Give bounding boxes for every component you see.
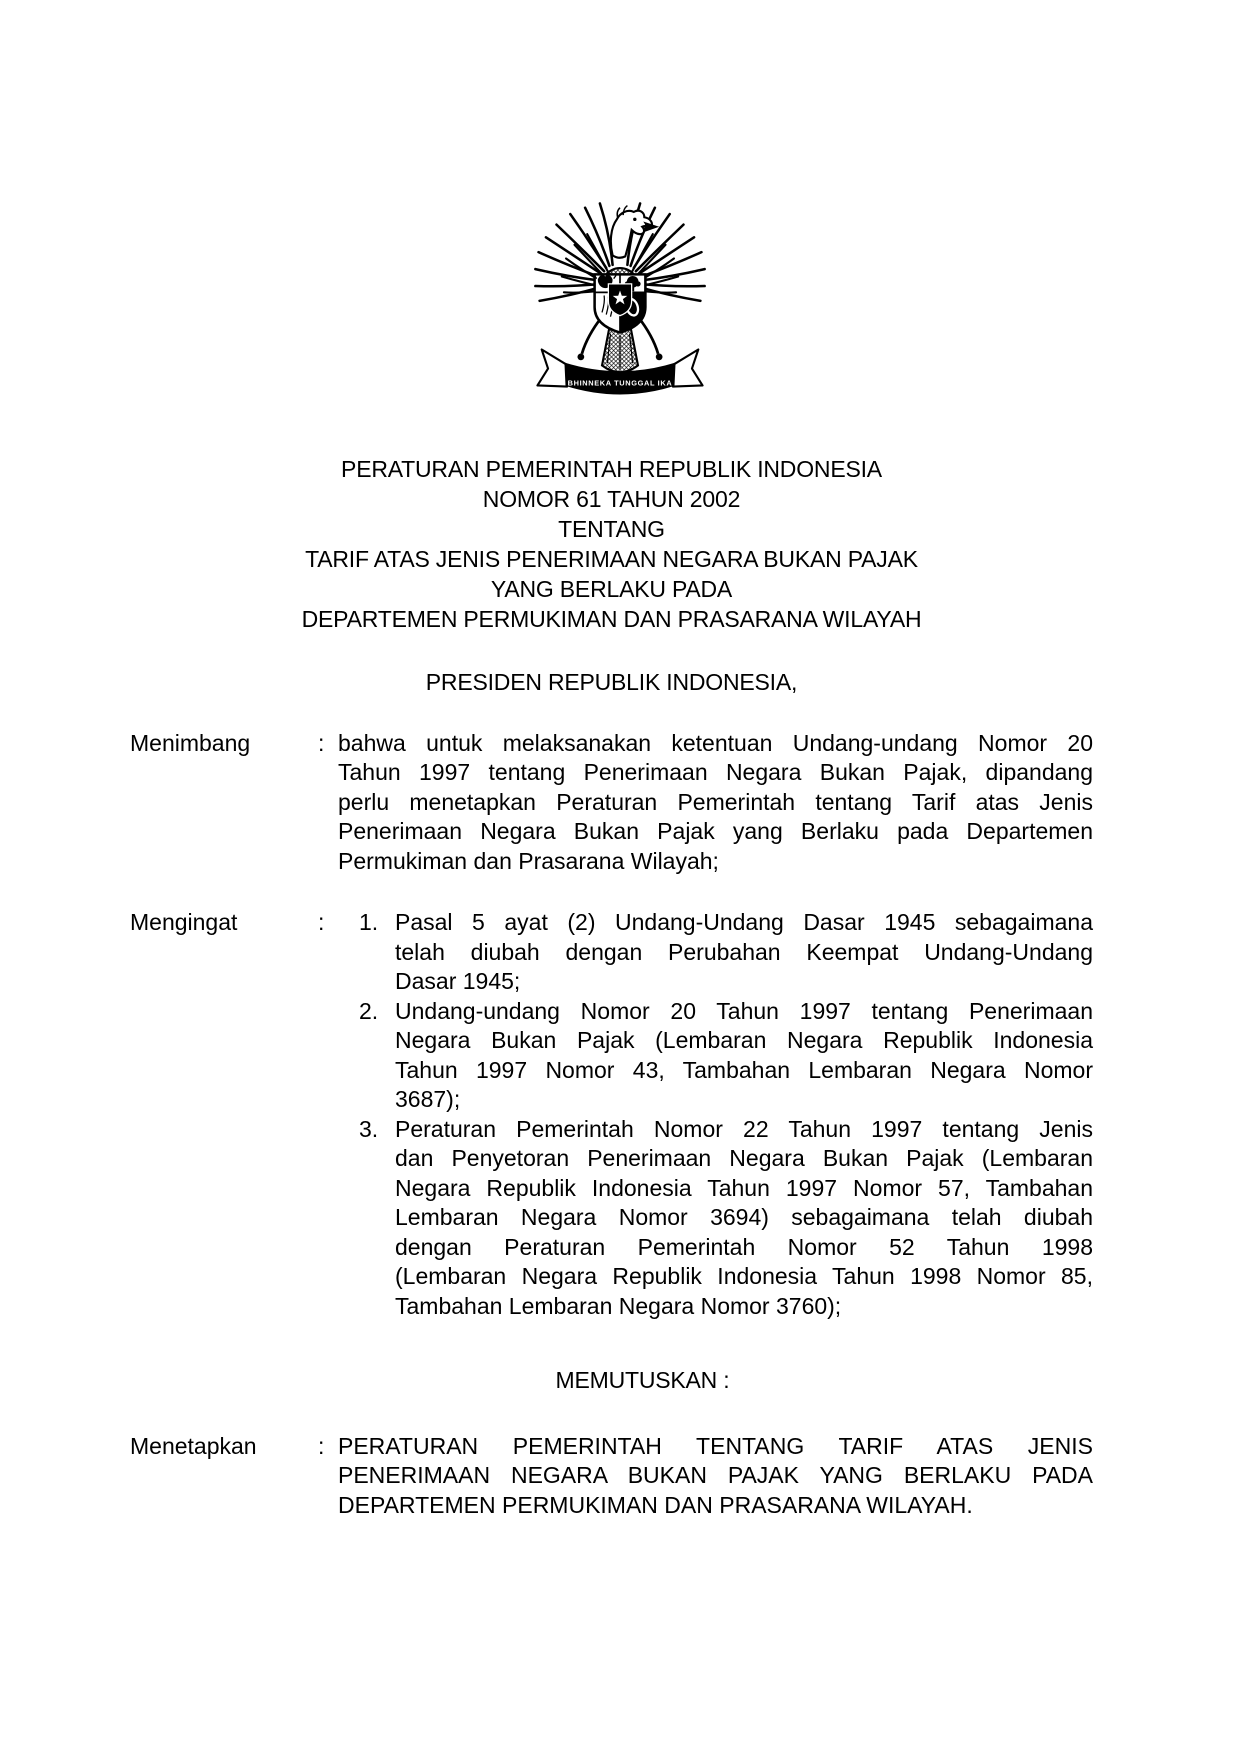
pancasila-shield	[594, 271, 646, 334]
clause-line: Dasar 1945;	[395, 968, 521, 994]
clause-line: Undang-undang Nomor 20 Tahun 1997 tentang Penerimaan	[395, 997, 1093, 1024]
title-line: TARIF ATAS JENIS PENERIMAAN NEGARA BUKAN PAJAK	[305, 546, 918, 572]
clause-menimbang	[130, 729, 1093, 877]
memutuskan-heading: MEMUTUSKAN :	[555, 1367, 730, 1393]
list-item	[338, 908, 1093, 997]
title-line: NOMOR 61 TAHUN 2002	[482, 486, 741, 512]
clause-line: Negara Republik Indonesia Tahun 1997 Nomor 57, Tambahan	[395, 1174, 1093, 1201]
garuda-pancasila-emblem	[529, 198, 711, 410]
clause-line: Permukiman dan Prasarana Wilayah;	[338, 847, 719, 874]
clause-line: perlu menetapkan Peraturan Pemerintah tentang Tarif atas Jenis	[338, 788, 1093, 815]
clause-line: Peraturan Pemerintah Nomor 22 Tahun 1997 tentang Jenis	[395, 1115, 1093, 1142]
clause-mengingat	[130, 908, 1093, 1321]
document-content	[0, 454, 1240, 1520]
list-item-number: 1.	[359, 909, 379, 935]
list-item-number: 3.	[359, 1115, 379, 1142]
clause-label: Menetapkan	[130, 1432, 257, 1459]
clause-line: Penerimaan Negara Bukan Pajak yang Berlaku pada Departemen	[338, 818, 1093, 844]
clause-line: PENERIMAAN NEGARA BUKAN PAJAK YANG BERLAKU PADA	[338, 1462, 1093, 1488]
clause-menetapkan	[130, 1432, 1093, 1521]
clause-body	[338, 729, 1093, 877]
list-item	[338, 997, 1093, 1115]
clause-colon: :	[318, 729, 325, 756]
clause-line: Tambahan Lembaran Negara Nomor 3760);	[395, 1292, 842, 1319]
title-line: DEPARTEMEN PERMUKIMAN DAN PRASARANA WILAYAH	[301, 606, 922, 632]
clause-line: dan Penyetoran Penerimaan Negara Bukan Pajak (Lembaran	[395, 1145, 1093, 1171]
document-title	[130, 454, 1093, 634]
clause-line: (Lembaran Negara Republik Indonesia Tahun 1998 Nomor 85,	[395, 1263, 1093, 1289]
title-line: TENTANG	[558, 516, 665, 542]
clause-line: Tahun 1997 Nomor 43, Tambahan Lembaran Negara Nomor	[395, 1056, 1093, 1083]
clause-line: Tahun 1997 tentang Penerimaan Negara Bukan Pajak, dipandang	[338, 759, 1093, 785]
clause-line: DEPARTEMEN PERMUKIMAN DAN PRASARANA WILAYAH.	[338, 1491, 973, 1518]
clause-line: Negara Bukan Pajak (Lembaran Negara Republik Indonesia	[395, 1027, 1093, 1053]
clause-label: Menimbang	[130, 729, 251, 756]
clause-line: Pasal 5 ayat (2) Undang-Undang Dasar 1945 sebagaimana	[395, 909, 1093, 935]
clause-line: 3687);	[395, 1086, 461, 1112]
salutation: PRESIDEN REPUBLIK INDONESIA,	[425, 669, 798, 695]
title-line: YANG BERLAKU PADA	[490, 576, 733, 602]
clause-label: Mengingat	[130, 909, 238, 935]
clause-line: bahwa untuk melaksanakan ketentuan Undang-undang Nomor 20	[338, 729, 1093, 756]
list-item-text	[395, 1115, 1093, 1322]
clause-line: telah diubah dengan Perubahan Keempat Undang-Undang	[395, 938, 1093, 965]
clause-colon: :	[318, 1432, 325, 1459]
clause-line: PERATURAN PEMERINTAH TENTANG TARIF ATAS JENIS	[338, 1432, 1093, 1459]
clause-line: dengan Peraturan Pemerintah Nomor 52 Tahun 1998	[395, 1233, 1093, 1260]
clause-body	[338, 1432, 1093, 1521]
list-item-text	[395, 908, 1093, 997]
clause-line: Lembaran Negara Nomor 3694) sebagaimana telah diubah	[395, 1204, 1093, 1230]
list-item-number: 2.	[359, 997, 379, 1024]
list-item	[338, 1115, 1093, 1322]
emblem-container	[0, 0, 1240, 410]
emblem-motto-text: BHINNEKA TUNGGAL IKA	[567, 378, 673, 388]
list-item-text	[395, 997, 1093, 1115]
clause-colon: :	[318, 909, 325, 935]
title-line: PERATURAN PEMERINTAH REPUBLIK INDONESIA	[341, 456, 882, 482]
clause-body	[338, 908, 1093, 1321]
